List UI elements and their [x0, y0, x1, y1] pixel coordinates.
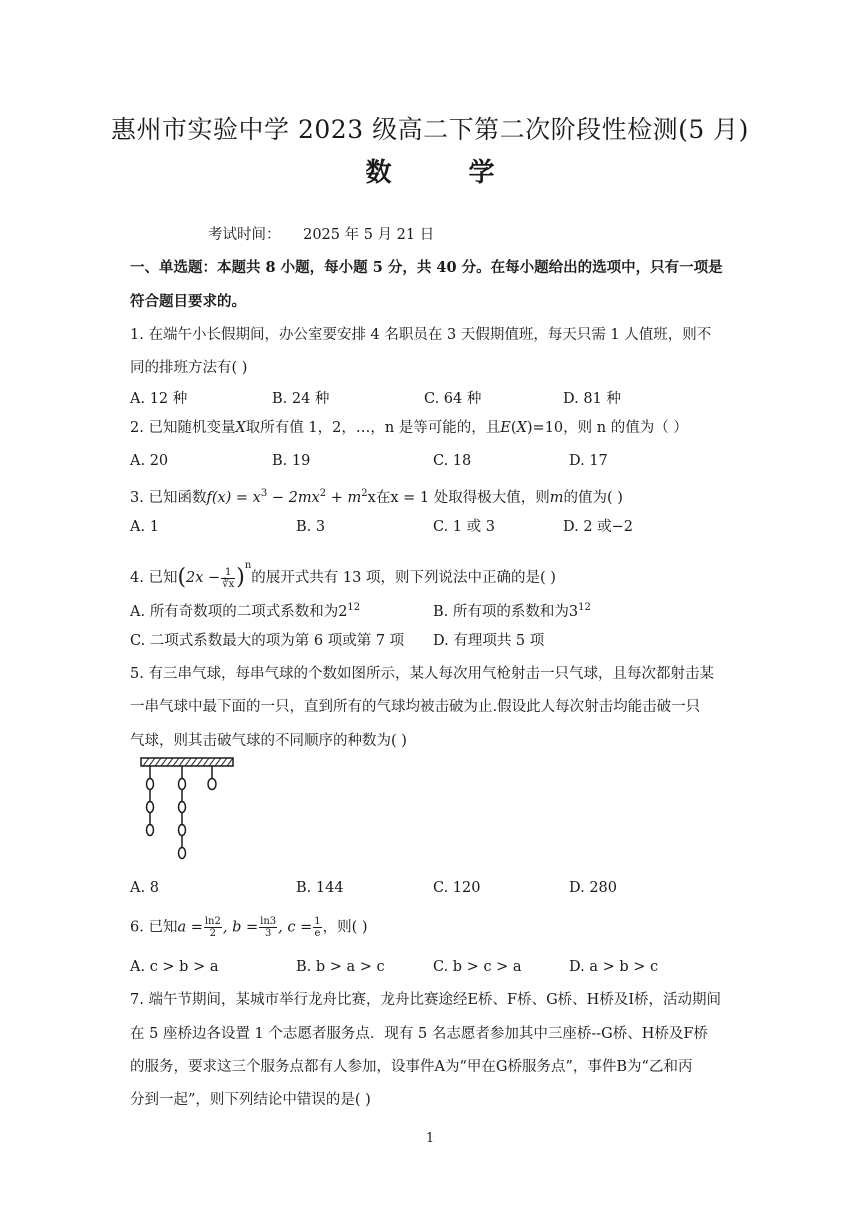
balloon-string-3 [208, 766, 216, 790]
q6-frac-c-num: 1 [314, 916, 321, 927]
q4-exponent: n [244, 560, 252, 571]
q6-frac-c [313, 916, 321, 939]
q3-option-b: B. 3 [296, 519, 326, 535]
q4-option-a-sup: 12 [347, 602, 361, 613]
q3-option-d: D. 2 或−2 [563, 519, 634, 535]
exam-title: 惠州市实验中学 2023 级高二下第二次阶段性检测(5 月) [111, 115, 749, 144]
q3-text-3: 的值为( ) [563, 489, 623, 506]
q7-line2: 在 5 座桥边各设置 1 个志愿者服务点．现有 5 名志愿者参加其中三座桥--G桥、H桥及F桥 [130, 1026, 708, 1042]
q3-stem [130, 484, 750, 508]
page-number: 1 [425, 1131, 435, 1146]
balloon [147, 802, 154, 813]
q7-line4: 分到一起”，则下列结论中错误的是( ) [130, 1092, 371, 1108]
q2-option-a: A. 20 [130, 453, 169, 469]
q4-frac-num: 1 [221, 567, 235, 579]
q6-text-2: ，则( ) [322, 919, 368, 936]
q3-option-a: A. 1 [130, 519, 159, 535]
q1-line1: 1. 在端午小长假期间，办公室要安排 4 名职员在 3 天假期值班，每天只需 1 人值班，则不 [130, 327, 712, 343]
q6-option-d: D. a > b > c [569, 959, 659, 975]
q4-left-paren: ( [177, 565, 187, 590]
q5-line2: 一串气球中最下面的一只，直到所有的气球均被击破为止.假设此人每次射击均能击破一只 [130, 699, 701, 715]
q4-option-a-text: A. 所有奇数项的二项式系数和为2 [130, 603, 348, 620]
q3-expr-2: − 2mx [267, 489, 320, 506]
section-heading-line1: 一、单选题：本题共 8 小题，每小题 5 分，共 40 分。在每小题给出的选项中，只有一项是 [130, 259, 723, 276]
q6-option-b: B. b > a > c [296, 959, 385, 975]
q2-option-c: C. 18 [433, 453, 472, 469]
q4-fraction [221, 567, 235, 590]
q7-line3: 的服务，要求这三个服务点都有人参加，设事件A为“甲在G桥服务点”，事件B为“乙和丙 [130, 1059, 693, 1075]
q2-var-x2: X [516, 420, 527, 436]
q6-frac-b-den: 3 [264, 928, 272, 939]
ceiling-bar [141, 758, 233, 766]
q2-option-b: B. 19 [272, 453, 311, 469]
q3-var-f: f [206, 489, 212, 506]
q3-option-c: C. 1 或 3 [433, 519, 495, 535]
q3-expr-1: (x) = x [211, 489, 261, 506]
q2-eq: )=10 [526, 420, 564, 436]
q4-right-paren: ) [236, 565, 245, 590]
exam-time-value: 2025 年 5 月 21 日 [303, 227, 435, 243]
balloon-string-2 [179, 766, 186, 859]
q4-option-b [433, 598, 591, 622]
balloon-strings-figure [137, 754, 237, 864]
q6-option-c: C. b > c > a [433, 959, 522, 975]
subject-title: 数 学 [365, 158, 529, 188]
q6-frac-b-num: ln3 [260, 916, 277, 927]
q7-line1: 7. 端午节期间，某城市举行龙舟比赛，龙舟比赛途经E桥、F桥、G桥、H桥及I桥，活动期间 [130, 992, 722, 1008]
balloon [179, 802, 186, 813]
q4-option-a [130, 598, 360, 622]
q4-frac-den: ∛x [222, 578, 235, 590]
q3-expr-3: + m [326, 489, 362, 506]
balloon [208, 779, 216, 790]
q3-text-2: x在x = 1 处取得极大值，则 [367, 489, 550, 506]
q6-frac-a-num: ln2 [204, 916, 221, 927]
q4-option-b-text: B. 所有项的系数和为3 [433, 603, 579, 620]
q1-line2: 同的排班方法有( ) [130, 360, 248, 376]
q2-text-1: 2. 已知随机变量 [130, 420, 236, 436]
q6-frac-c-den: e [314, 928, 321, 939]
q4-option-c: C. 二项式系数最大的项为第 6 项或第 7 项 [130, 633, 405, 649]
q4-option-d: D. 有理项共 5 项 [433, 633, 545, 649]
q1-option-c: C. 64 种 [424, 391, 482, 407]
q1-option-a: A. 12 种 [130, 391, 188, 407]
balloon-string-1 [147, 766, 154, 836]
q3-sup-1: 3 [260, 488, 268, 499]
q6-stem [130, 916, 750, 939]
section-heading-line2: 符合题目要求的。 [130, 293, 246, 310]
q6-frac-a [204, 916, 222, 939]
q2-var-x: X [235, 420, 246, 436]
q6-frac-b [259, 916, 277, 939]
q3-text-1: 3. 已知函数 [130, 489, 207, 506]
q2-var-e: E [500, 420, 511, 436]
q4-stem [130, 556, 750, 590]
q5-option-c: C. 120 [433, 880, 481, 896]
q1-option-b: B. 24 种 [272, 391, 330, 407]
q5-line1: 5. 有三串气球，每串气球的个数如图所示，某人每次用气枪射击一只气球，且每次都射击某 [130, 666, 714, 682]
q2-text-2: 取所有值 1，2，…，n 是等可能的，且 [245, 420, 501, 436]
q2-stem [130, 418, 750, 438]
q2-paren: ( [510, 420, 517, 436]
balloon [147, 825, 154, 836]
q3-sup-2: 2 [319, 488, 327, 499]
exam-time [208, 225, 828, 245]
q2-text-3: ，则 n 的值为（ ） [563, 420, 688, 436]
q6-frac-a-den: 2 [209, 928, 217, 939]
q5-option-d: D. 280 [569, 880, 618, 896]
q3-sup-3: 2 [361, 488, 368, 499]
q6-b: , b = [222, 919, 259, 936]
q2-option-d: D. 17 [569, 453, 608, 469]
q6-text-1: 6. 已知 [130, 919, 178, 936]
q4-text-1: 4. 已知 [130, 570, 178, 586]
q4-text-2: 的展开式共有 13 项，则下列说法中正确的是( ) [251, 570, 556, 586]
q1-option-d: D. 81 种 [563, 391, 621, 407]
q6-option-a: A. c > b > a [130, 959, 219, 975]
q3-var-m: m [549, 489, 564, 506]
q6-c: , c = [278, 919, 313, 936]
balloon [179, 848, 186, 859]
balloon [147, 779, 154, 790]
balloon [179, 825, 186, 836]
q5-option-a: A. 8 [130, 880, 159, 896]
q5-option-b: B. 144 [296, 880, 344, 896]
q4-option-b-sup: 12 [578, 602, 591, 613]
balloon [179, 779, 186, 790]
q5-line3: 气球，则其击破气球的不同顺序的种数为( ) [130, 733, 407, 749]
q6-a: a = [177, 919, 203, 936]
exam-time-label: 考试时间： [208, 227, 281, 243]
q4-expr: 2x − [186, 570, 221, 586]
